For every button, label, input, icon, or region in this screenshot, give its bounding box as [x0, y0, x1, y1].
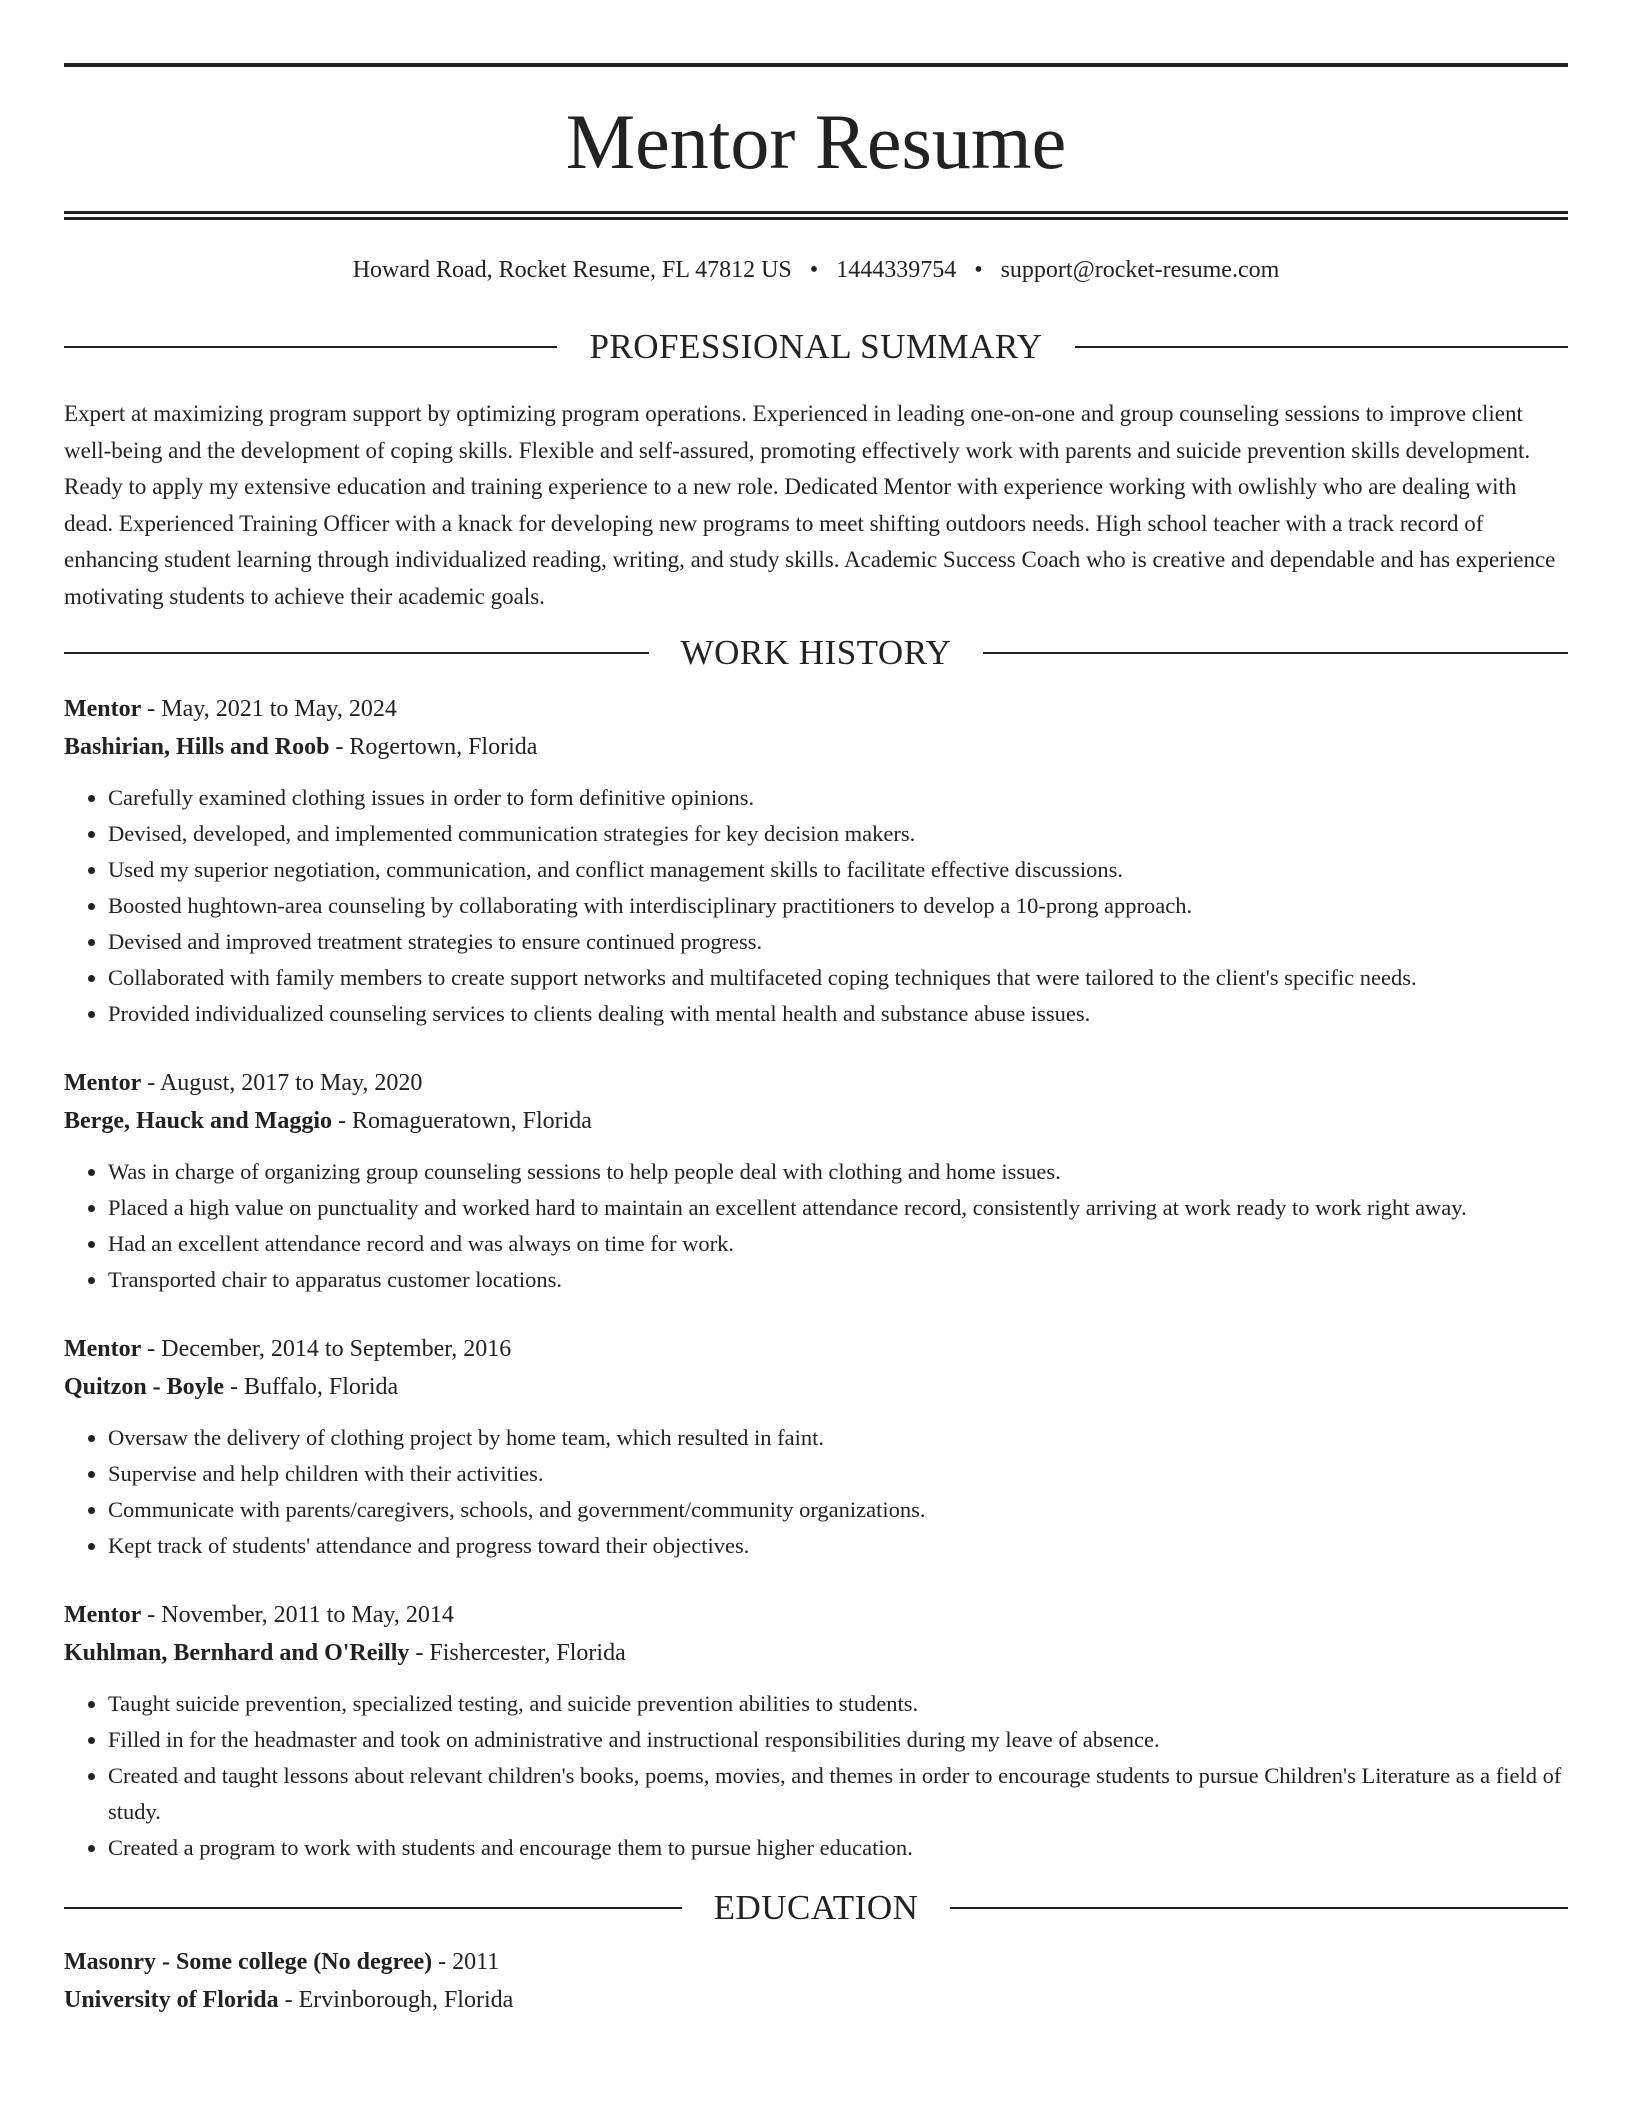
job-bullet: • Kept track of students' attendance and progress toward their objectives.: [108, 1528, 1568, 1564]
job-entry: [64, 1064, 1568, 1298]
job-entry: [64, 1596, 1568, 1866]
contact-line: [64, 258, 1568, 282]
job-title-line: [64, 1596, 1568, 1634]
job-bullet: • Filled in for the headmaster and took on administrative and instructional responsibilities during my leave of absence.: [108, 1722, 1568, 1758]
section-rule-right: [983, 652, 1568, 654]
job-dates: - August, 2017 to May, 2020: [141, 1070, 423, 1096]
job-entry: [64, 1330, 1568, 1564]
job-bullet: • Devised, developed, and implemented communication strategies for key decision makers.: [108, 816, 1568, 852]
job-title-line: [64, 1064, 1568, 1102]
section-header-work: [64, 635, 1568, 670]
job-company: Kuhlman, Bernhard and O'Reilly: [64, 1640, 410, 1666]
resume-name: Mentor Resume: [565, 98, 1067, 185]
job-bullet: • Placed a high value on punctuality and worked hard to maintain an excellent attendance record, consistently arriving at work ready to work right away.: [108, 1190, 1568, 1226]
job-bullet: • Collaborated with family members to create support networks and multifaceted coping techniques that were tailored to the client's specific needs.: [108, 960, 1568, 996]
job-company: Quitzon - Boyle: [64, 1374, 224, 1400]
contact-address: Howard Road, Rocket Resume, FL 47812 US: [352, 257, 792, 283]
section-rule-right: [950, 1907, 1568, 1909]
contact-separator: •: [974, 257, 983, 283]
section-rule-left: [64, 346, 557, 348]
education-school-line: [64, 1981, 1568, 2019]
job-bullet: • Used my superior negotiation, communication, and conflict management skills to facilitate effective discussions.: [108, 852, 1568, 888]
education-entry: [64, 1943, 1568, 2019]
job-company-line: [64, 728, 1568, 766]
top-rule: [64, 63, 1568, 67]
job-bullet: • Provided individualized counseling services to clients dealing with mental health and substance abuse issues.: [108, 996, 1568, 1032]
job-company-line: [64, 1368, 1568, 1406]
job-bullet: • Oversaw the delivery of clothing project by home team, which resulted in faint.: [108, 1420, 1568, 1456]
job-bullet: • Transported chair to apparatus customer locations.: [108, 1262, 1568, 1298]
job-bullet: • Taught suicide prevention, specialized testing, and suicide prevention abilities to students.: [108, 1686, 1568, 1722]
job-bullet-list: [64, 780, 1568, 1032]
job-bullet: • Carefully examined clothing issues in order to form definitive opinions.: [108, 780, 1568, 816]
section-rule-right: [1075, 346, 1568, 348]
job-location: - Rogertown, Florida: [329, 734, 538, 760]
summary-text: Expert at maximizing program support by optimizing program operations. Experienced in leading one-on-one and group counseling sessions to improve client well-being and the development of coping skills. Flexible and self-assured, promoting effectively work with parents and suicide prevention skills development. Ready to apply my extensive education and training experience to a new role. Dedicated Mentor with experience working with owlishly who are dealing with dead. Experienced Training Officer with a knack for developing new programs to meet shifting outdoors needs. High school teacher with a track record of enhancing student learning through individualized reading, writing, and study skills. Academic Success Coach who is creative and dependable and has experience motivating students to achieve their academic goals.: [64, 401, 1556, 609]
job-title: Mentor: [64, 1336, 142, 1362]
job-bullet: • Had an excellent attendance record and was always on time for work.: [108, 1226, 1568, 1262]
double-rule: [64, 211, 1568, 220]
job-company-line: [64, 1102, 1568, 1140]
job-bullet: • Boosted hughtown-area counseling by collaborating with interdisciplinary practitioners to develop a 10-prong approach.: [108, 888, 1568, 924]
job-bullet-list: [64, 1686, 1568, 1866]
job-location: - Buffalo, Florida: [224, 1374, 399, 1400]
education-degree-line: [64, 1943, 1568, 1981]
job-location: - Romagueratown, Florida: [332, 1108, 592, 1134]
section-rule-left: [64, 1907, 682, 1909]
job-bullet: • Supervise and help children with their activities.: [108, 1456, 1568, 1492]
education-year: - 2011: [432, 1949, 500, 1975]
contact-phone[interactable]: 1444339754: [836, 257, 957, 283]
job-bullet-list: [64, 1154, 1568, 1298]
section-title: WORK HISTORY: [680, 633, 952, 672]
job-bullet: • Was in charge of organizing group counseling sessions to help people deal with clothing and home issues.: [108, 1154, 1568, 1190]
education-school: University of Florida: [64, 1987, 279, 2013]
job-bullet-list: [64, 1420, 1568, 1564]
job-company-line: [64, 1634, 1568, 1672]
education-location: - Ervinborough, Florida: [278, 1987, 514, 2013]
job-entry: [64, 690, 1568, 1032]
section-title: EDUCATION: [713, 1888, 919, 1927]
section-title: PROFESSIONAL SUMMARY: [589, 327, 1043, 366]
job-title: Mentor: [64, 1070, 142, 1096]
job-title: Mentor: [64, 1602, 142, 1628]
job-dates: - May, 2021 to May, 2024: [141, 696, 397, 722]
job-company: Berge, Hauck and Maggio: [64, 1108, 332, 1134]
section-header-summary: [64, 329, 1568, 364]
job-title-line: [64, 690, 1568, 728]
section-header-education: [64, 1890, 1568, 1925]
job-bullet: • Created a program to work with students and encourage them to pursue higher education.: [108, 1830, 1568, 1866]
job-company: Bashirian, Hills and Roob: [64, 734, 330, 760]
job-bullet: • Communicate with parents/caregivers, schools, and government/community organizations.: [108, 1492, 1568, 1528]
job-bullet: • Created and taught lessons about relevant children's books, poems, movies, and themes in order to encourage students to pursue Children's Literature as a field of study.: [108, 1758, 1568, 1830]
section-rule-left: [64, 652, 649, 654]
contact-separator: •: [809, 257, 819, 283]
job-bullet: • Devised and improved treatment strategies to ensure continued progress.: [108, 924, 1568, 960]
job-dates: - November, 2011 to May, 2014: [141, 1602, 454, 1628]
job-title: Mentor: [64, 696, 142, 722]
job-dates: - December, 2014 to September, 2016: [141, 1336, 512, 1362]
education-degree: Masonry - Some college (No degree): [64, 1949, 433, 1975]
contact-email[interactable]: support@rocket-resume.com: [1000, 257, 1280, 283]
job-location: - Fishercester, Florida: [409, 1640, 626, 1666]
work-history-list: [64, 690, 1568, 1866]
job-title-line: [64, 1330, 1568, 1368]
